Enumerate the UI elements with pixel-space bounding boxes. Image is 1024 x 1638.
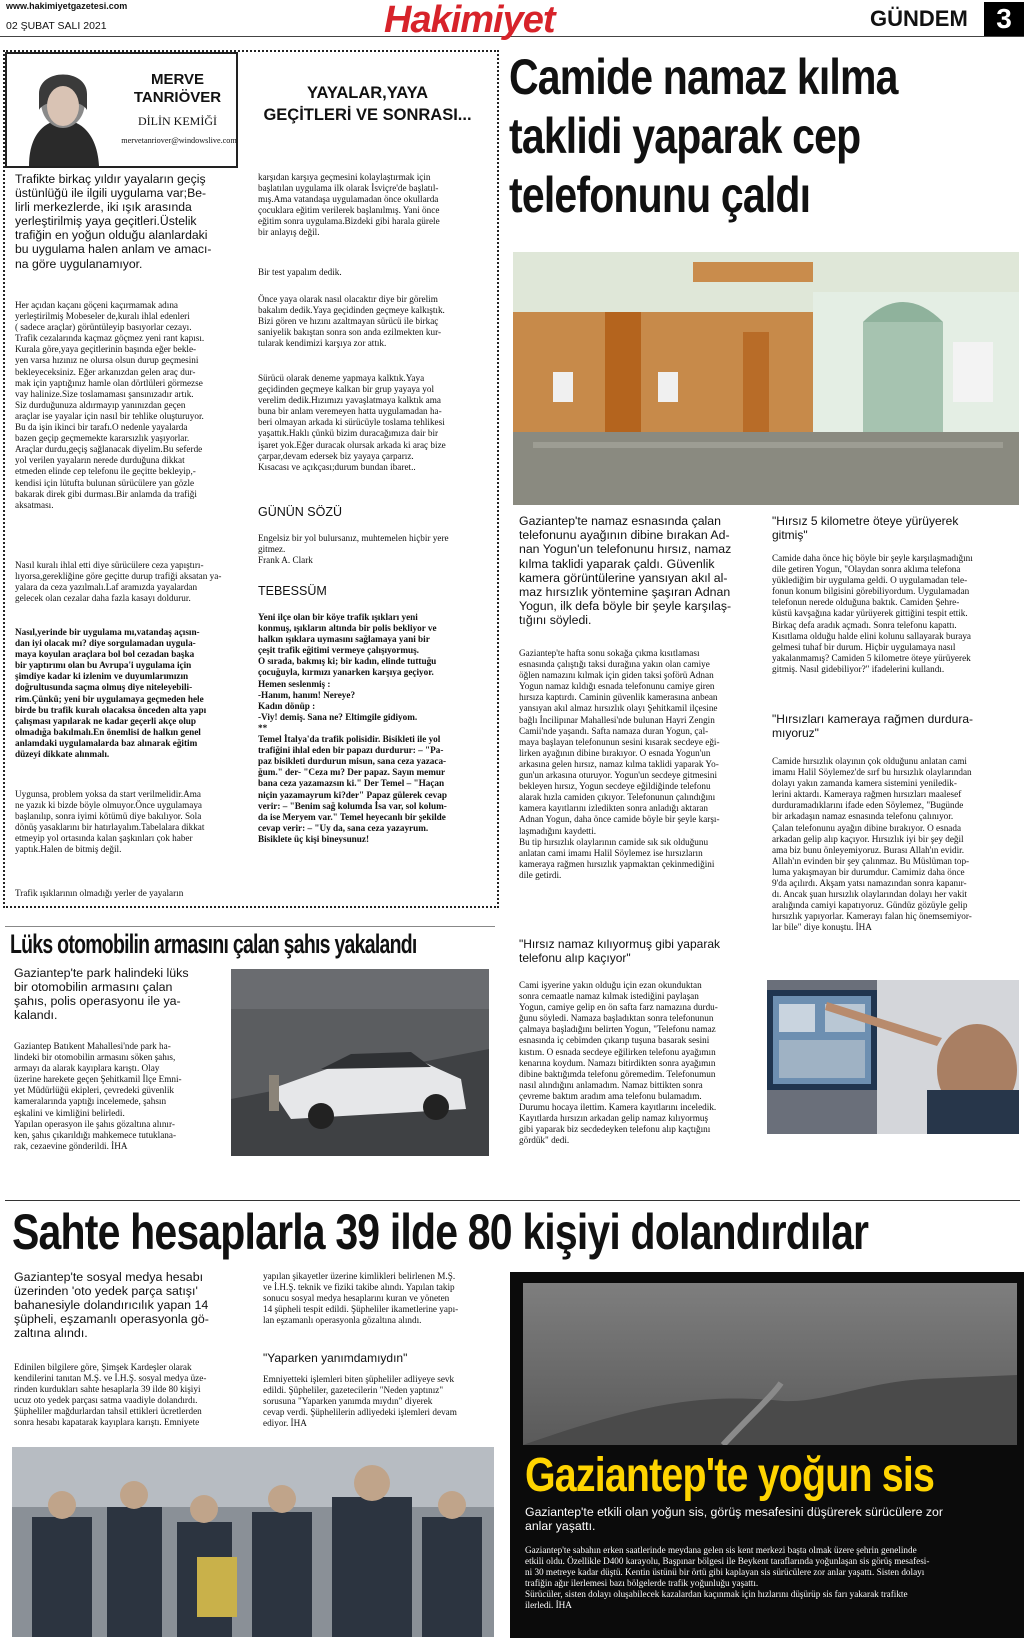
author-email[interactable]: mervetanriover@windowslive.com <box>121 136 237 145</box>
fraud-subhead: "Yaparken yanımdamıydın" <box>263 1351 408 1365</box>
gunun-sozu-text: Engelsiz bir yol bulursanız, muhtemelen hiçbir yere gitmez. Frank A. Clark <box>258 533 449 566</box>
column-title-line2: GEÇİTLERİ VE SONRASI... <box>263 106 472 124</box>
column-left-p2: Nasıl kuralı ihlal etti diye sürücülere ceza yapıştırı- lıyorsa,gerekliğine göre geçitte durup trafiği aksatan ya- yalara da ceza yazılmalı.Laf aramızda yayalardan gelecek olan cezalar daha fazla kasayı doldurur. <box>15 560 222 604</box>
main-headline-line1: Camide namaz kılma <box>509 49 898 105</box>
column-title-line1: YAYALAR,YAYA <box>306 84 429 102</box>
tebessum-text: Yeni ilçe olan bir köye trafik ışıkları yeni konmuş, ışıkların altında bir polis bekliyor ve halkın ışıklara uymasını sağlamaya yani bir çeşit trafik eğitimi vermeye çalışıyormuş. O sırada, bakmış ki; bir kadın, elinde tuttuğu çocuğuyla, kırmızı yanarken karşıya geçiyor. Hemen seslenmiş : -Hanım, hanım! Nereye? Kadın dönüp : -Viy! demiş. Sana ne? Eltimgile gidiyom. ** Temel İtalya'da trafik polisidir. Bisikleti ile yol trafiğini ihlal eden bir papazı durdurur: – "Pa- paz bisikleti durdurun misun, sana ceza yazaca- ğum." der- "Ceza mı? Der papaz. Sayın memur bana ceza yazamazsın ki." Der Temel – "Haçan niçin yazamayrum ki?der" Papaz gülerek cevap verir: – "Benim sağ kolumda İsa var, sol kolum- da ise Meryem var." Temel heyecanlı bir şekilde cevap verir: – "Uy da, sana ceza yazayrum. Bisiklete üç kişi bineysunuz! <box>258 612 447 844</box>
fog-headline: Gaziantep'te yoğun sis <box>525 1449 935 1502</box>
column-left-p3: Uygunsa, problem yoksa da start verilmelidir.Ama ne yazık ki bizde böyle olmuyor.Önce uygulamaya başlanılıp, sonra iyimi kötümü diye bakılıyor. Sola dönüş yasaklarını bir hatırlayalım.Tabelalara dikkat etmeyip yol ortasında kalan şaşkınları çok haber yaptık.Halen de bitmiş değil. <box>15 789 205 855</box>
column-right-p3: Önce yaya olarak nasıl olacaktır diye bir görelim bakalım dedik.Yaya geçidinden geçmeye kalkıştık. Bizi gören ve hızını azaltmayan sürücü ile birkaç saniyelik bakıştan sonra son anda ezilmekten kur- tularak kendimizi karşıya zor attık. <box>258 294 445 349</box>
car-story-rule <box>5 926 495 927</box>
suspects-photo <box>12 1447 494 1637</box>
column-right-p4: Sürücü olarak deneme yapmaya kalktık.Yaya geçidinden geçmeye kalkan bir grup yayaya yol verelim dedik.Hızımızı yavaşlatmaya kalktık ama buna bir anlam veremeyen hatta uygulamadan ha- beri olmayan arkada ki sürücüyle toslama tehlikesi yaşattık.Haklı çünkü bizim duracağımıza dair bir işaret yok.Eğer duracak olursak arkada ki araç bize çarpar,devam edersek biz yayaya çarparız. Kısacası ve açıkçası;durum bundan ibaret.. <box>258 373 446 472</box>
car-security-photo <box>231 969 489 1156</box>
column-left-bold: Nasıl,yerinde bir uygulama mı,vatandaş açısın- dan iyi olacak mı? diye sorgulamadan uygula- maya koyulan araçlara bol bol cezadan başka bir yaptırımı olan bu Avrupa'i uygulama için şimdiye kadar ki izlenim ve duyumlarımızın doğrultusunda saçma olmuş diye niteleyebili- rim.Çünkü; yeni bir uygulamaya geçmeden hele birde bu trafik kuralı olacaksa önceden alta yapı çalışması yapılarak ne kadar geçerli akçe olup olmadığa bakılmalı.En önemlisi de halkın genel anlamdaki uygulamalarda baz alınarak eğitim düzeyi dikkate alınmalı. <box>15 627 207 760</box>
main-body3: Camide daha önce hiç böyle bir şeyle karşılaşmadığını dile getiren Yogun, "Olaydan sonra aklıma telefona yüklediğim bir uygulama geldi. O uygulamadan tele- fonun konum bilgisini görebiliyordum. Uygulamadan telefonun nerede olduğuna baktık. Camiden Şehre- küstü kavşağına kadar yürüyerek gittiğini tespit ettik. Birkaç defa aradık açmadı. Sonra telefonu kapattı. Kısıtlama olduğu halde elini kolunu sallayarak buraya gelmesi tuhaf bir durum. Hiçbir uygulamaya nasıl yakalanmamış? Camiden 5 kilometre öteye yürüyerek gitmiş. Nasıl gidebiliyor?" ifadelerini kullandı. <box>772 553 973 674</box>
page-number: 3 <box>984 2 1024 36</box>
fraud-body2: yapılan şikayetler üzerine kimlikleri belirlenen M.Ş. ve İ.H.Ş. teknik ve fiziki takibe alındı. Yapılan takip sonucu sosyal medya hesaplarını kuran ve yöneten 14 şüpheli tespit edildi. Şüpheliler ikametlerine yapı- lan eşzamanlı operasyonla gözaltına alındı. <box>263 1271 459 1326</box>
fraud-body3: Emniyetteki işlemleri biten şüpheliler adliyeye sevk edildi. Şüpheliler, gazetecilerin "Neden yaptınız" sorusuna "Yaparken yanımda mıydın" diyerek cevap verdi. Şüphelilerin adliyedeki işlemleri devam ediyor. İHA <box>263 1374 457 1429</box>
main-body2: Cami işyerine yakın olduğu için ezan okunduktan sonra cemaatle namaz kılmak istediğini paylaşan Yogun, camiye gelip en ön safta farz namazına durdu- ğunu söyledi. Namaza başladıktan sonra telefonunun çalmaya başladığını belirten Yogun, "Telefonu namaz esnasında iç cebimden çıkarıp tuşuna basarak sesini kıstım. O esnada secdeye eğilirken telefonu ayağımın kenarına koydum. Namazı bitirdikten sonra ayağımın dibine baktığımda telefonu göremedim. Telefonumun nasıl alındığını anlamadım. Namaz bittikten sonra çevreme baktım aradım ama telefonu bulamadım. Durumu hocaya ilettim. Kamera kayıtlarını inceledik. Kayıtlarda hırsızın arkadan gelip namaz kılıyormuş gibi yaparak biz secdedeyken telefonu alıp kaçtığını gördük" dedi. <box>519 980 718 1146</box>
column-left-p1: Her açıdan kaçanı göçeni kaçırmamak adına yerleştirilmiş Mobeseler de,kuralı ihlal edenleri ( sadece araçlar) görüntüleyip basıyorlar cezayı. Trafik cezalarında kaçmaz göçmez yeni rant kapısı. Kurala göre,yaya geçitlerinin başında eğer bekle- yen varsa hızınız ne olursa olsun durup geçmesini bekleyeceksiniz. Eğer arkanızdan gelen araç dur- mak için yaptığınız hamle olan dörtlüleri görmezse vay halinize.Size toslamaması şansınızadır artık. Siz durduğunuza aldırmayıp yanınızdan geçen araçlar ise yayalar için nasıl bir tehlike oluşturuyor. Bu da işin ikinci bir tarafı.O nedenle yayalarda bazen geçip geçmemekte kararsızlık yaşıyorlar. Araçlar durdu,geçiş sağlanacak diyelim.Bu seferde yol verilen yayaların nerede durduğuna dikkat etmeden elinde cep telefonu ile geçitte bekleyip,- kendisi için lütufta bulunan sürücülere yan gözle bakarak direk gibi durması.Bir anlamda da trafiği aksatması. <box>15 300 205 510</box>
column-left-p4: Trafik ışıklarının olmadığı yerler de yayaların <box>15 888 184 898</box>
tebessum-title: TEBESSÜM <box>258 584 327 598</box>
issue-date: 02 ŞUBAT SALI 2021 <box>6 20 107 32</box>
fraud-body1: Edinilen bilgilere göre, Şimşek Kardeşler olarak kendilerini tanıtan M.Ş. ve İ.H.Ş. sosyal medya üze- rinden kurdukları sahte hesaplarla 39 ilde 80 kişiyi ucuz oto yedek parçası satma vaadiyle dolandırdı. Şüpheliler mağdurlardan tahsil ettikleri ücretlerden sonra hesabı kapatarak kayıplara karıştı. Emniyete <box>14 1362 207 1428</box>
column-name: DİLİN KEMİĞİ <box>138 114 217 128</box>
fog-photo <box>523 1283 1017 1445</box>
column-title <box>240 82 495 126</box>
author-first-name: MERVE <box>150 71 205 88</box>
section-label: GÜNDEM <box>870 6 968 31</box>
website-url[interactable]: www.hakimiyetgazetesi.com <box>6 1 128 11</box>
main-lead: Gaziantep'te namaz esnasında çalan telefonunu ayağının dibine bırakan Ad- nan Yogun'un telefonunu hırsız, namaz kılma taklidi yaparak çaldı. Güvenlik kamera görüntülerine yansıyan akıl al- maz hırsızlık yöntemine şaşıran Adnan Yogun, ilk defa böyle bir şeyle karşılaş- tığını söyledi. <box>519 514 732 628</box>
logo: Hakimiyet <box>384 0 555 41</box>
fraud-lead: Gaziantep'te sosyal medya hesabı üzerinden 'oto yedek parça satışı' bahanesiyle dolandırıcılık yapan 14 şüpheli, eşzamanlı operasyonla gö- zaltına alındı. <box>14 1270 209 1340</box>
car-lead: Gaziantep'te park halindeki lüks bir otomobilin armasını çalan şahıs, polis operasyonu ile ya- kalandı. <box>14 966 189 1022</box>
fog-body: Gaziantep'te sabahın erken saatlerinde meydana gelen sis kent merkezi başta olmak üzere şehrin genelinde etkili oldu. Özellikle D400 karayolu, Başpınar bölgesi ile Beykent taraflarında yoğunlaşan sis görüş mesafesi- ni 30 metreye kadar düştü. Kentin üstünü bir örtü gibi kaplayan sis sürücülere zor anlar yaşattı. Sisten dolayı trafiğin ağır ilerlemesi bazı bölgelerde trafik yoğunluğu yaşattı. Sürücüler, sisten dolayı oluşabilecek kazalardan kaçınmak için hızlarını düşürüp sis farı yakarak trafikte ilerledi. İHA <box>525 1545 930 1611</box>
column-right-p1: karşıdan karşıya geçmesini kolaylaştırmak için başlatılan uygulama ilk olarak İsviçre'de başlatıl- mış.Ama vatandaşa uygulamadan önce okullarda çocuklara eğitim verilerek başlanılmış. Yani önce eğitim sonra uygulama.Bizdeki gibi harala gürele bir anlayış değil. <box>258 172 440 238</box>
fraud-headline: Sahte hesaplarla 39 ilde 80 kişiyi dolandırdılar <box>12 1204 869 1260</box>
car-headline: Lüks otomobilin armasını çalan şahıs yakalandı <box>10 929 417 959</box>
main-headline-line2: taklidi yaparak cep <box>509 108 861 164</box>
main-subhead2: "Hırsız 5 kilometre öteye yürüyerek gitmiş" <box>772 514 959 542</box>
main-subhead3: "Hırsızları kameraya rağmen durdura- mıyoruz" <box>772 712 973 740</box>
camera-footage-photo <box>767 980 1019 1134</box>
main-headline <box>509 48 1024 225</box>
mosque-interior-photo <box>513 252 1019 505</box>
author-last-name: TANRIÖVER <box>133 89 222 106</box>
gunun-sozu-title: GÜNÜN SÖZÜ <box>258 505 343 519</box>
column-right-p2: Bir test yapalım dedik. <box>258 267 342 277</box>
main-headline-line3: telefonunu çaldı <box>509 167 811 223</box>
main-body1: Gaziantep'te hafta sonu sokağa çıkma kısıtlaması esnasında çalıştığı taksi durağına yakın olan camiye öğlen namazını kılmak için giden taksi şoförü Adnan Yogun namaz kıldığı esnada telefonunu camiye giren hırsıza kaptırdı. Caminin güvenlik kamerasına anbean yansıyan akıl almaz hırsızlık olayı Şehitkamil ilçesine bağlı İncilipınar Mahallesi'nde bulunan Hayri Zengin Camii'nde yaşandı. Safta namaza duran Yogun, çal- maya başlayan telefonunun sesini kısarak secdeye eği- lirken ayağının dibine bırakıyor. O esnada Yogun'un arkasına gelen hırsız, namaz kılma taklidi yaparak Yo- gun'un arkasına oturuyor. Yogun'un secdeye gitmesini bekleyen hırsız, Yogun secdeye eğildiğinde telefonu alarak hızla camiden çıkıyor. Telefonunun çalındığını kamera kayıtlarını izledikten sonra anladığı aktaran Adnan Yogun, daha önce camide böyle bir şeyle karşı- laşmadığını kaydetti. Bu tip hırsızlık olaylarının camide sık sık olduğunu anlatan cami imamı Halil Söylemez ise hırsızların kameraya rağmen hırsızlık yapmaktan çekinmediğini dile getirdi. <box>519 648 720 880</box>
main-body4: Camide hırsızlık olayının çok olduğunu anlatan cami imamı Halil Söylemez'de sırf bu hırsızlık olaylarından dolayı yakın zamanda kamera sistemini yeniledik- lerini aktardı. Kameraya rağmen hırsızları maalesef durduramadıklarını ifade eden Söylemez, "Bugünde bir arkadaşın namaz esnasında telefonu çalınıyor. Çalan telefonunu ayağın dibine bırakıyor. O esnada arkadan gelip alıp kaçıyor. Hırsızlık iyi bir şey değil ama biz bunu önleyemiyoruz. Burası Allah'ın evidir. Allah'ın evinden bir şey çalınmaz. Bu Müslüman top- luma yakışmayan bir durumdur. Camimiz daha önce 9'da açılırdı. Akşam yatsı namazından sonra kapanır- dı. Ancak şuan hırsızlık olaylarından dolayı her vakit aralığında camiyi kapatıyoruz. Gündüz gözüyle gelip hırsızlık yapıyorlar. Kamerayı falan hiç önemsemiyor- lar bile" diye konuştu. İHA <box>772 756 972 933</box>
main-subhead1: "Hırsız namaz kılıyormuş gibi yaparak telefonu alıp kaçıyor" <box>519 937 720 965</box>
car-body: Gaziantep Batıkent Mahallesi'nde park ha- lindeki bir otomobilin armasını söken şahıs, armayı da alarak kayıplara karıştı. Olay üzerine harekete geçen Şehitkamil İlçe Emni- yet Müdürlüğü ekipleri, çevredeki güvenlik kameralarında yaptığı incelemede, şahsın eşkalini ve kimliğini belirledi. Yapılan operasyon ile şahıs gözaltına alınır- ken, şahıs çıkarıldığı mahkemece tutuklana- rak, cezaevine gönderildi. İHA <box>14 1041 182 1151</box>
column-lead: Trafikte birkaç yıldır yayaların geçiş üstünlüğü ile ilgili uygulama var;Be- lirli merkezlerde, iki ışık arasında yerleştirilmiş yaya geçitleri.Üstelik trafiğin en yoğun olduğu alanlardaki bu uygulama halen anlam ve amacı- na göre uygulanamıyor. <box>15 172 212 271</box>
fog-lead: Gaziantep'te etkili olan yoğun sis, görüş mesafesini düşürerek sürücülere zor anlar yaşattı. <box>525 1505 943 1533</box>
author-photo <box>7 54 119 166</box>
